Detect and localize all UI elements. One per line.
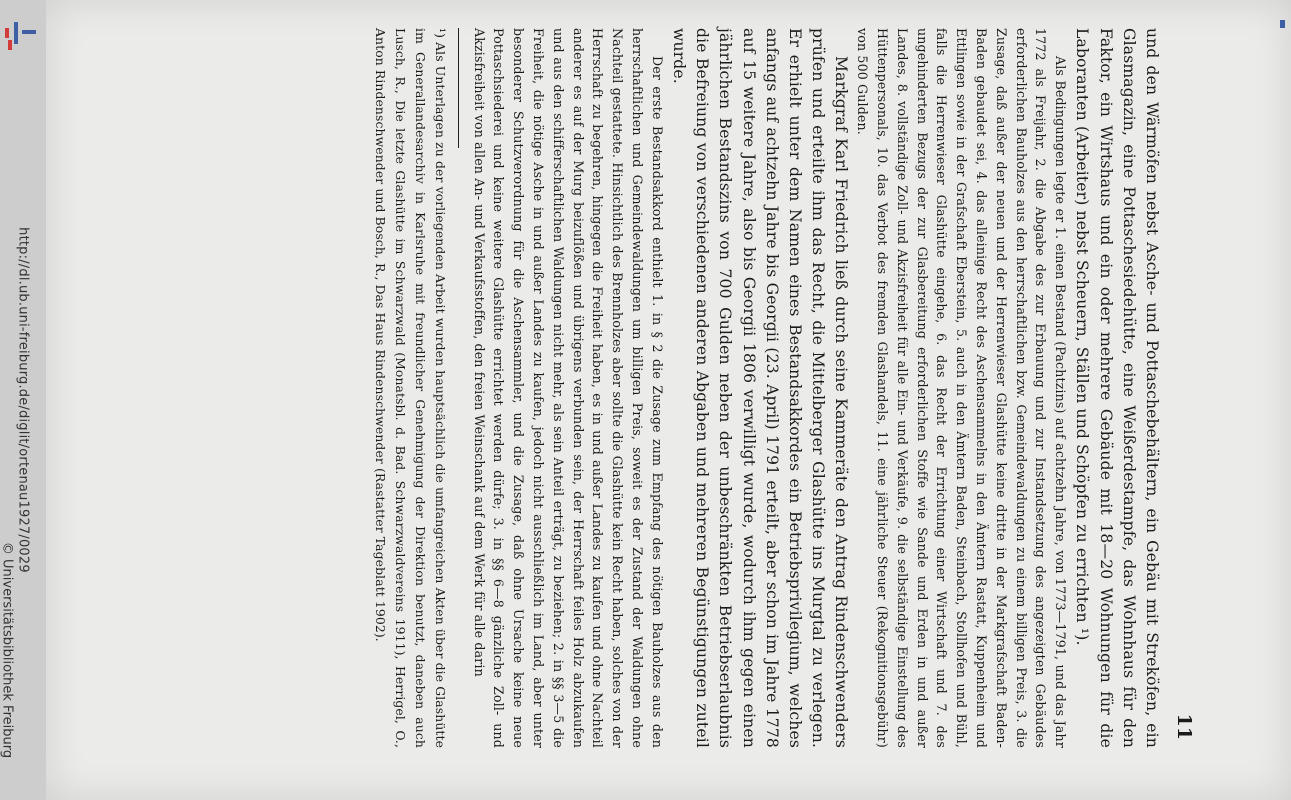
color-calibration-mark: [8, 40, 12, 50]
rotated-page-area: [173, 8, 1203, 768]
color-calibration-mark: [1280, 20, 1285, 28]
color-calibration-mark: [22, 30, 36, 34]
copyright-label: © Universitätsbibliothek Freiburg: [0, 541, 15, 759]
footnote-divider: [458, 28, 459, 148]
page-number: 11: [1173, 713, 1195, 740]
right-edge-marks: [1277, 20, 1285, 780]
color-calibration-mark: [5, 28, 9, 38]
left-margin-strip: [0, 0, 47, 800]
color-calibration-mark: [14, 22, 18, 44]
paragraph: Als Bedingungen legte er 1. einen Bestand (Pachtzins) auf achtzehn Jahre, von 1773—1791, und das Jahr 1772 als Freijahr, 2. die Abgabe des zur Erbauung und zur Instandsetzung des angezeigten Gebäudes erforderlichen Bauholzes aus den herrschaftlichen bzw. Gemeindewaldungen zu einem billigen Preis, 3. die Zusage, daß außer der neuen und der Herrenwieser Glashütte keine dritte in der Markgrafschaft Baden-Baden gebaudet sei, 4. das alleinige Recht des Aschensammelns in den Ämtern Rastatt, Kuppenheim und Ettlingen sowie in der Grafschaft Eberstein, 5. auch in den Ämtern Baden, Steinbach, Stollhofen und Bühl, falls die Herrenwieser Glashütte eingehe, 6. das Recht der Errichtung einer Wirtschaft und 7. des ungehinderten Bezugs der zur Glasbereitung erforderlichen Stoffe wie Sande und Erden in und außer Landes, 8. vollständige Zoll- und Akzisfreiheit für alle Ein- und Verkäufe, 9. die selbständige Einstellung des Hüttenpersonals, 10. das Verbot des fremden Glashandels, 11. eine jährliche Steuer (Rekognitionsgebühr) von 500 Gulden.: [855, 28, 1069, 748]
paragraph: Markgraf Karl Friedrich ließ durch seine Kammeräte den Antrag Rindenschwenders prüfen und erteilte ihm das Recht, die Mittelberger Glashütte ins Murgtal zu verlegen. Er erhielt unter dem Namen eines Bestandsakkordes ein Betriebsprivilegium, welches anfangs auf achtzehn Jahre bis Georgii (23. April) 1791 erteilt, aber schon im Jahre 1778 auf 15 weitere Jahre, also bis Georgii 1806 verwilligt wurde, wodurch ihm gegen einen jährlichen Bestandszins von 700 Gulden neben der unbeschränkten Betriebserlaubnis die Befreiung von verschiedenen anderen Abgaben und mehreren Begünstigungen zuteil wurde.: [670, 28, 851, 748]
body-text: [371, 28, 1163, 748]
page-content: [173, 8, 1203, 768]
source-url-label[interactable]: http://dl.ub.uni-freiburg.de/diglit/ortenau1927/0029: [15, 227, 31, 573]
footnote: ¹) Als Unterlagen zu der vorliegenden Arbeit wurden hauptsächlich die umfangreichen Akten über die Glashütte im Generallandesarchiv in Karlsruhe mit freundlicher Genehmigung der Direktion benutzt, daneben auch Lusch, R., Die letzte Glashütte im Schwarzwald (Monatsbl. d. Bad. Schwarzwaldvereins 1911), Herrigel, O., Anton Rindenschwender und Bosch, R., Das Haus Rindenschwender (Rastatter Tageblatt 1902).: [373, 28, 448, 748]
paragraph: Der erste Bestandsakkord enthielt 1. in § 2 die Zusage zum Empfang des nötigen Bauholzes aus den herrschaftlichen und Gemeindewaldungen um billigen Preis, soweit es der Zustand der Waldungen ohne Nachteil gestattete. Hinsichtlich des Brennholzes aber sollte die Glashütte kein Recht haben, solches von der Herrschaft zu begehren, hingegen die Freiheit haben, es in und außer Landes zu kaufen und ohne Nachteil anderer es auf der Murg beizuflößen und übrigens verbunden sein, der Herrschaft feiles Holz abzukaufen und aus den schifferschaftlichen Waldungen nicht mehr, als sein Anteil erträgt, zu beziehen; 2. in §§ 3—5 die Freiheit, die nötige Asche in und außer Landes zu kaufen, jedoch nicht ausschließlich im Land, aber unter besonderer Schutzverordnung für die Aschensammler, und die Zusage, daß ohne Ursache keine neue Pottaschsiederei und keine weitere Glashütte errichtet werden dürfe; 3. in §§ 6—8 gänzliche Zoll- und Akzisfreiheit von allen An- und Verkaufsstoffen, den freien Weinschank auf dem Werk für alle darin: [471, 28, 665, 748]
paragraph: und den Wärmöfen nebst Asche- und Pottaschebehältern, ein Gebäu mit Streköfen, ein Glasmagazin, eine Pottaschesiedehütte, eine Weißerdestampfe, das Wohnhaus für den Faktor, ein Wirtshaus und ein oder mehrere Gebäude mit 18—20 Wohnungen für die Laboranten (Arbeiter) nebst Scheuern, Ställen und Schöpfen zu errichten ¹).: [1073, 28, 1161, 748]
